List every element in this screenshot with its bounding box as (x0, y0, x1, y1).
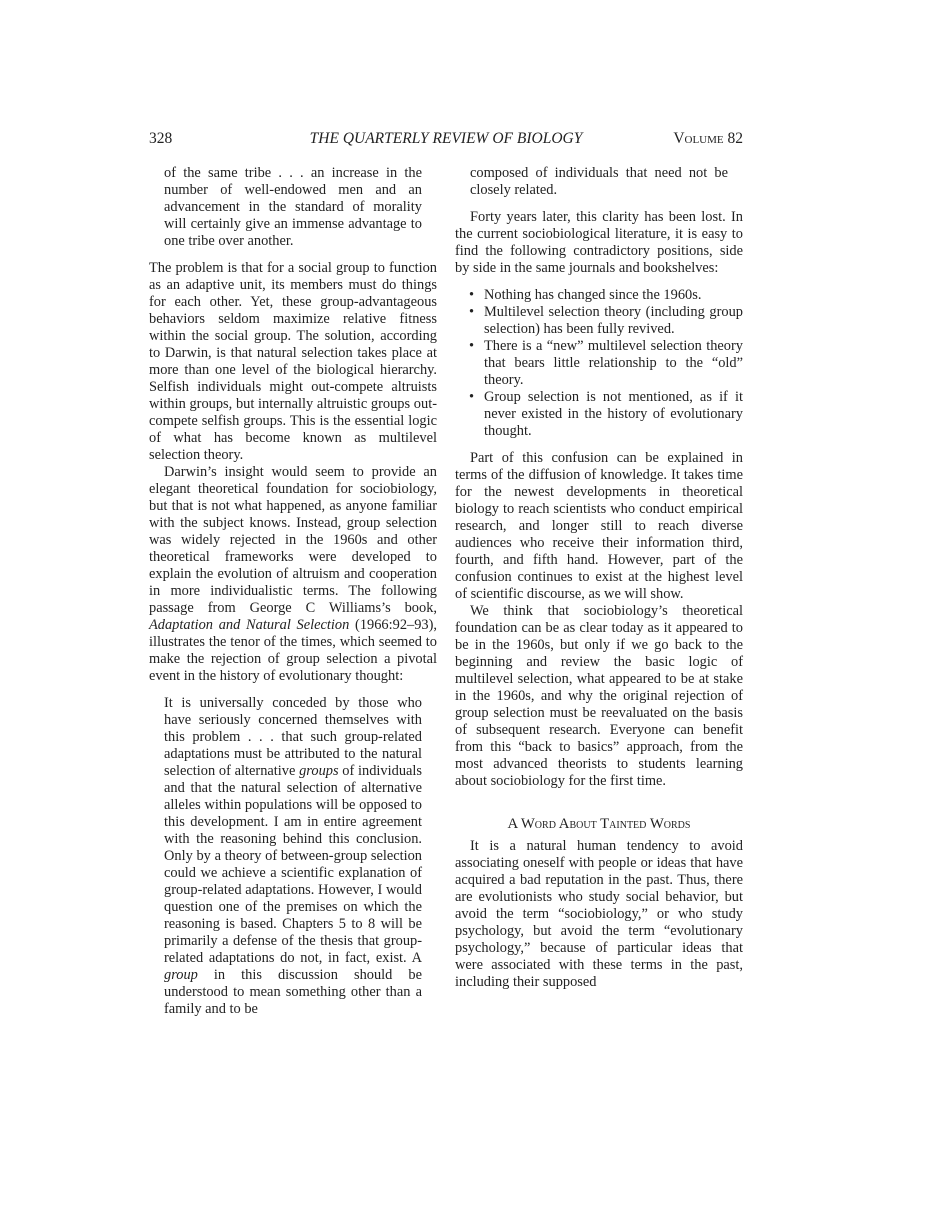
paragraph-back-to-basics: We think that sociobiology’s theoretical foundation can be as clear today as it appeared to be in the 1960s, but only if we go back to the beginning and review the basic logic of multilevel selection, what appeared to be at stake in the 1960s, and why the original rejection of group selection must be reevaluated on the basis of subsequent research. Everyone can benefit from this “back to basics” approach, from the most advanced theorists to students learning about sociobiology for the first time. (455, 603, 743, 789)
williams-quote-text-2: of individuals and that the natural selection of alternative alleles within populations will be opposed to this development. I am in entire agreement with the reasoning behind this conclusion. Only by a theory of between-group selection could we achieve a scientific explanation of group-related adaptations. However, I would question one of the premises on which the reasoning is based. Chapters 5 to 8 will be primarily a defense of the thesis that group-related adaptations do not, in fact, exist. A (164, 763, 423, 966)
list-item-text: Nothing has changed since the 1960s. (484, 287, 702, 303)
williams-quote-text-3: in this discussion should be understood to mean something other than a family and to be (164, 967, 422, 1017)
page-number: 328 (149, 130, 173, 147)
list-item-text: There is a “new” multilevel selection theory that bears little relationship to the “old” theory. (484, 338, 743, 388)
williams-quote-text-1: It is universally conceded by those who have seriously concerned themselves with this problem . . . that such group-related adaptations must be attributed to the natural selection of alternative (164, 695, 422, 779)
list-item (455, 304, 743, 338)
journal-page (149, 0, 745, 1230)
section-heading: A Word About Tainted Words (507, 816, 691, 832)
williams-quote-emphasis-group: group (164, 967, 198, 983)
paragraph-tainted-words: It is a natural human tendency to avoid associating oneself with people or ideas that have acquired a bad reputation in the past. Thus, there are evolutionists who study social behavior, but avoid the term “sociobiology,” or who study psychology, but avoid the term “evolutionary psychology,” because of particular ideas that were associated with these terms in the past, including their supposed (455, 838, 743, 990)
list-item (455, 287, 743, 304)
williams-quote (149, 695, 437, 1018)
williams-quote-emphasis-groups: groups (299, 763, 339, 779)
bullet-icon: • (469, 338, 475, 354)
book-title: Adaptation and Natural Selection (149, 617, 350, 633)
paragraph-multilevel-logic: The problem is that for a social group to function as an adaptive unit, its members must do things for each other. Yet, these group-advantageous behaviors seldom maximize relative fitness within the social group. The solution, according to Darwin, is that natural selection takes place at more than one level of the biological hierarchy. Selfish individuals might out-compete altruists within groups, but internally altruistic groups out-compete selfish groups. This is the essential logic of what has become known as multilevel selection theory. (149, 260, 437, 463)
darwin-quote-continuation: of the same tribe . . . an increase in the number of well-endowed men and an advancement in the standard of morality will certainly give an immense advantage to one tribe over another. (164, 165, 422, 249)
journal-title: THE QUARTERLY REVIEW OF BIOLOGY (309, 130, 583, 147)
list-item (455, 389, 743, 440)
bullet-icon: • (469, 304, 475, 320)
list-item (455, 338, 743, 389)
list-item-text: Multilevel selection theory (including group selection) has been fully revived. (484, 304, 743, 337)
running-head (149, 129, 743, 149)
contradictory-positions-list (455, 287, 743, 440)
paragraph-clarity-lost: Forty years later, this clarity has been lost. In the current sociobiological literature, it is easy to find the following contradictory positions, side by side in the same journals and bookshelves: (455, 209, 743, 276)
right-column (455, 165, 743, 991)
paragraph-diffusion-of-knowledge: Part of this confusion can be explained in terms of the diffusion of knowledge. It takes time for the newest developments in theoretical biology to reach scientists who conduct empirical research, and longer still to reach diverse audiences who receive their information third, fourth, and fifth hand. However, part of the confusion continues to exist at the highest level of scientific discourse, as we will show. (455, 450, 743, 602)
williams-quote-tail: composed of individuals that need not be closely related. (470, 165, 728, 198)
paragraph-darwin-insight-text-1: Darwin’s insight would seem to provide an elegant theoretical foundation for sociobiology, but that is not what happened, as anyone familiar with the subject knows. Instead, group selection was widely rejected in the 1960s and other theoretical frameworks were developed to explain the evolution of altruism and cooperation in more individualistic terms. The following passage from George C Williams’s book, (149, 464, 437, 616)
left-column (149, 165, 437, 1018)
bullet-icon: • (469, 287, 475, 303)
paragraph-darwin-insight-text-2: (1966:92–93), illustrates the tenor of the times, which seemed to make the rejection of group selection a pivotal event in the history of evolutionary thought: (149, 617, 437, 684)
bullet-icon: • (469, 389, 475, 405)
paragraph-darwin-insight (149, 464, 437, 685)
list-item-text: Group selection is not mentioned, as if it never existed in the history of evolutionary thought. (484, 389, 743, 439)
volume-number: Volume 82 (673, 130, 743, 147)
